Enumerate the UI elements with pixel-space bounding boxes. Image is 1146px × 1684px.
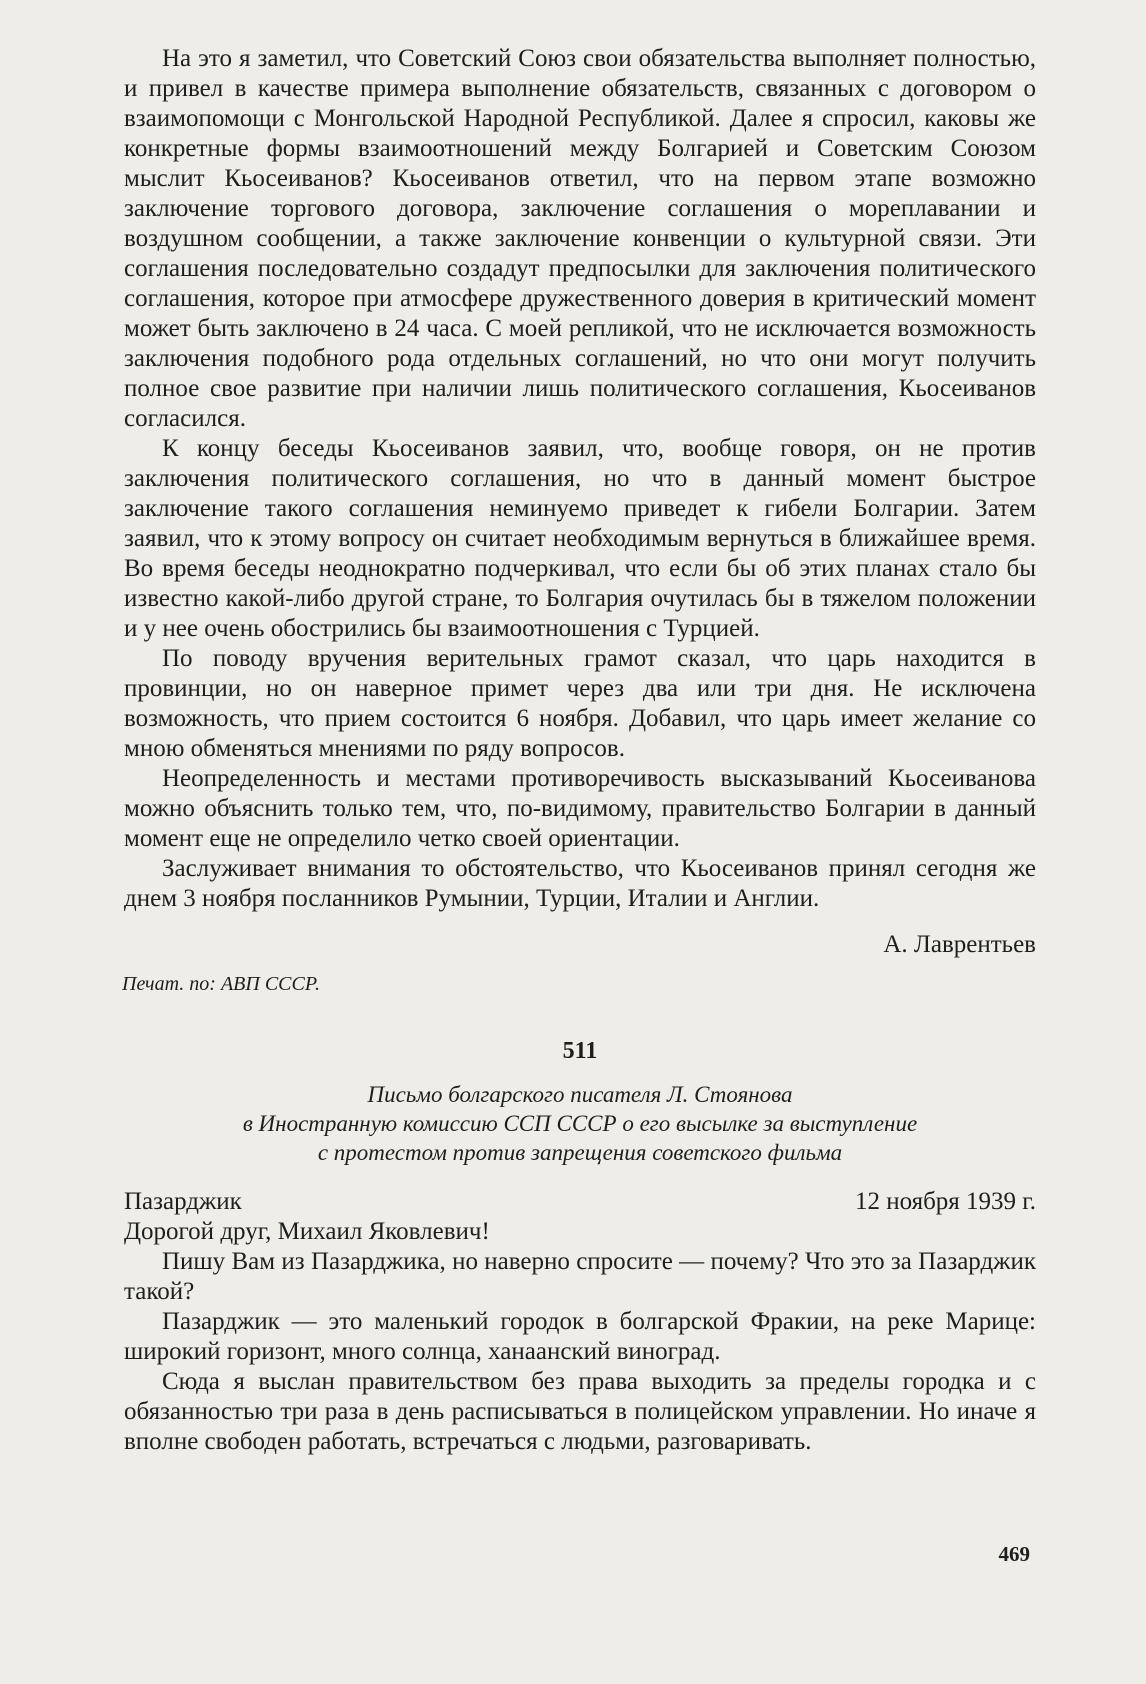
paragraph: Пишу Вам из Пазарджика, но наверно спросите — почему? Что это за Пазарджик такой? — [124, 1248, 1036, 1305]
paragraph: Сюда я выслан правительством без права выходить за пределы городка и с обязанностью три раза в день расписываться в полицейском управлении. Но иначе я вполне свободен работать, встречаться с людьми, разговаривать. — [124, 1368, 1036, 1455]
paragraph: На это я заметил, что Советский Союз свои обязательства выполняет полностью, и привел в качестве примера выполнение обязательств, связанных с договором о взаимопомощи с Монгольской Народной Республикой. Далее я спросил, каковы же конкретные формы взаимоотношений между Болгарией и Советским Союзом мыслит Кьосеиванов? Кьосеиванов ответил, что на первом этапе возможно заключение торгового договора, заключение соглашения о мореплавании и воздушном сообщении, а также заключение конвенции о культурной связи. Эти соглашения последовательно создадут предпосылки для заключения политического соглашения, которое при атмосфере дружественного доверия в критический момент может быть заключено в 24 часа. С моей репликой, что не исключается возможность заключения подобного рода отдельных соглашений, но что они могут получить полное свое развитие при наличии лишь политического соглашения, Кьосеиванов согласился. — [124, 45, 1036, 432]
title-line: с протестом против запрещения советского фильма — [317, 1140, 843, 1165]
paragraph: К концу беседы Кьосеиванов заявил, что, вообще говоря, он не против заключения политического соглашения, но что в данный момент быстрое заключение такого соглашения неминуемо приведет к гибели Болгарии. Затем заявил, что к этому вопросу он считает необходимым вернуться в ближайшее время. Во время беседы неоднократно подчеркивал, что если бы об этих планах стало бы известно какой-либо другой стране, то Болгария очутилась бы в тяжелом положении и у нее очень обострились бы взаимоотношения с Турцией. — [124, 435, 1036, 642]
paragraph: Заслуживает внимания то обстоятельство, что Кьосеиванов принял сегодня же днем 3 ноября посланников Румынии, Турции, Италии и Англии. — [124, 855, 1036, 912]
paragraph: Пазарджик — это маленький городок в болгарской Фракии, на реке Марице: широкий горизонт, много солнца, ханаанский виноград. — [124, 1308, 1036, 1365]
text-column — [124, 44, 1036, 1457]
place-date-line — [124, 1187, 1036, 1217]
paragraph: По поводу вручения верительных грамот сказал, что царь находится в провинции, но он наверное примет через два или три дня. Не исключена возможность, что прием состоится 6 ноября. Добавил, что царь имеет желание со мною обменяться мнениями по ряду вопросов. — [124, 645, 1036, 762]
salutation: Дорогой друг, Михаил Яковлевич! — [124, 1218, 490, 1245]
source-note: Печат. по: АВП СССР. — [122, 973, 321, 995]
place: Пазарджик — [124, 1188, 242, 1215]
paragraph: Неопределенность и местами противоречивость высказываний Кьосеиванова можно объяснить только тем, что, по-видимому, правительство Болгарии в данный момент еще не определило четко своей ориентации. — [124, 765, 1036, 852]
document-number: 511 — [562, 1038, 598, 1064]
page-number: 469 — [998, 1542, 1030, 1566]
date: 12 ноября 1939 г. — [854, 1188, 1036, 1215]
title-line: Письмо болгарского писателя Л. Стоянова — [367, 1082, 793, 1107]
signature: А. Лаврентьев — [883, 931, 1036, 958]
document-title — [124, 1080, 1036, 1167]
title-line: в Иностранную комиссию ССП СССР о его высылке за выступление — [242, 1111, 918, 1136]
